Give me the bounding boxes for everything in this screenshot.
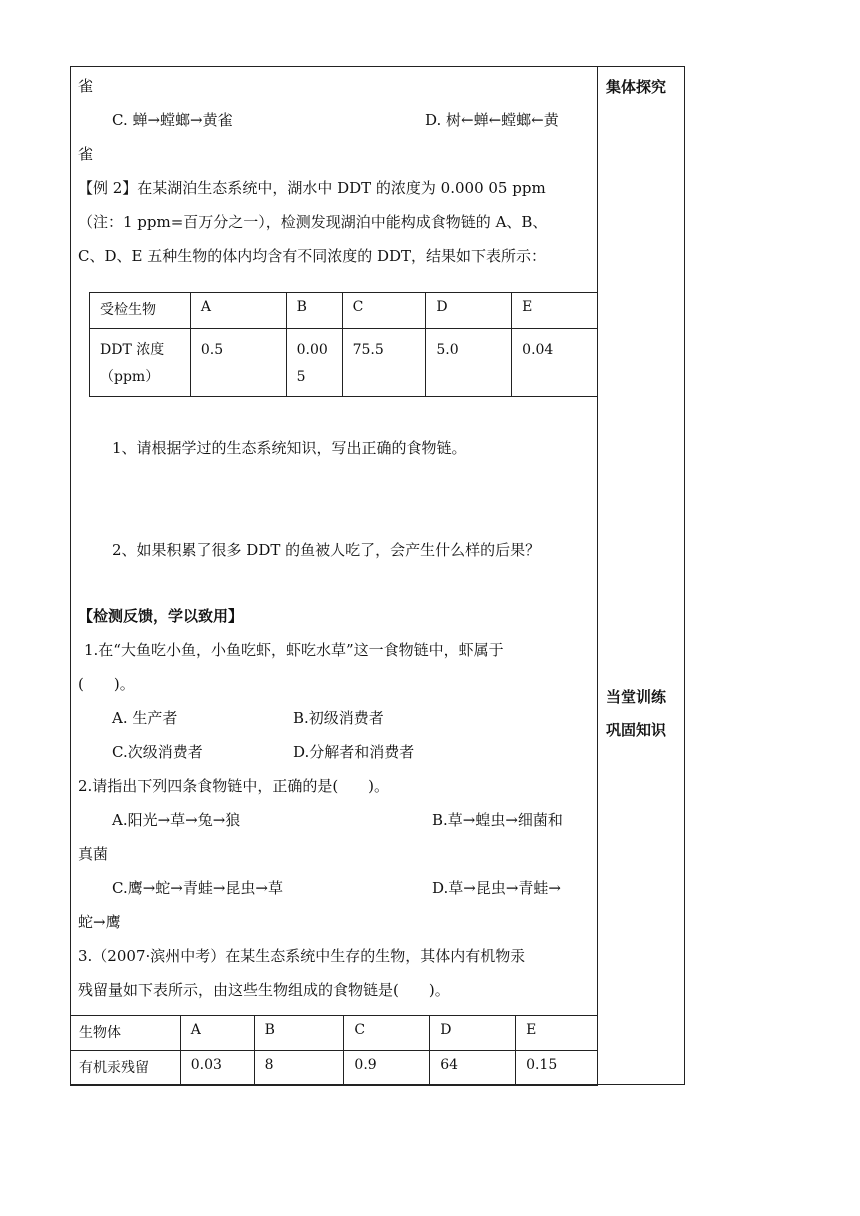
q1-option-c: C.次级消费者 xyxy=(112,743,203,761)
q1-option-b: B.初级消费者 xyxy=(293,709,384,727)
feedback-q3-line2: 残留量如下表所示，由这些生物组成的食物链是( )。 xyxy=(78,981,450,999)
ddt-table xyxy=(89,292,598,397)
table-cell: 0.9 xyxy=(344,1051,430,1086)
q2-option-d: D.草→昆虫→青蛙→ xyxy=(432,879,561,897)
table-header-cell: 受检生物 xyxy=(90,293,191,329)
table-header-cell: 生物体 xyxy=(71,1016,181,1051)
table-header-cell: A xyxy=(180,1016,254,1051)
q2-option-b-wrap: 真菌 xyxy=(78,845,109,863)
column-divider xyxy=(597,66,598,1085)
q2-option-d-wrap: 蛇→鹰 xyxy=(78,913,121,931)
table-cell: 8 xyxy=(254,1051,344,1086)
mercury-table xyxy=(70,1015,598,1086)
side-label-collective-inquiry: 集体探究 xyxy=(606,78,667,96)
feedback-q1-blank: ( )。 xyxy=(78,675,135,693)
q2-option-b: B.草→蝗虫→细菌和 xyxy=(432,811,563,829)
table-header-cell: B xyxy=(254,1016,344,1051)
side-label-consolidate: 巩固知识 xyxy=(606,721,667,739)
example2-line1: 【例 2】在某湖泊生态系统中，湖水中 DDT 的浓度为 0.000 05 ppm xyxy=(78,179,546,197)
table-cell xyxy=(286,329,342,397)
table-header-cell: C xyxy=(342,293,426,329)
feedback-q3-line1: 3.（2007·滨州中考）在某生态系统中生存的生物，其体内有机物汞 xyxy=(78,947,526,965)
table-row-label: 有机汞残留 xyxy=(71,1051,181,1086)
table-cell: 0.5 xyxy=(190,329,286,397)
q1-option-d: D.分解者和消费者 xyxy=(293,743,415,761)
text-line: 雀 xyxy=(78,77,94,95)
table-cell: 64 xyxy=(430,1051,516,1086)
row-label-line: （ppm） xyxy=(100,369,160,385)
example2-question-1: 1、请根据学过的生态系统知识，写出正确的食物链。 xyxy=(112,439,467,457)
text-line: 雀 xyxy=(78,145,94,163)
option-d: D. 树←蝉←螳螂←黄 xyxy=(425,111,559,129)
q2-option-a: A.阳光→草→兔→狼 xyxy=(112,811,241,829)
feedback-q1: 1.在“大鱼吃小鱼，小鱼吃虾，虾吃水草”这一食物链中，虾属于 xyxy=(84,641,504,659)
table-row xyxy=(71,1016,598,1051)
table-cell: 5.0 xyxy=(426,329,512,397)
example2-line2: （注：1 ppm=百万分之一），检测发现湖泊中能构成食物链的 A、B、 xyxy=(78,213,548,231)
feedback-heading: 【检测反馈，学以致用】 xyxy=(78,607,244,625)
side-label-practice: 当堂训练 xyxy=(606,688,667,706)
table-header-cell: D xyxy=(430,1016,516,1051)
example2-line3: C、D、E 五种生物的体内均含有不同浓度的 DDT，结果如下表所示： xyxy=(78,247,547,265)
example2-question-2: 2、如果积累了很多 DDT 的鱼被人吃了，会产生什么样的后果？ xyxy=(112,541,541,559)
table-header-cell: B xyxy=(286,293,342,329)
table-header-cell: D xyxy=(426,293,512,329)
table-row xyxy=(90,293,598,329)
feedback-q2: 2.请指出下列四条食物链中，正确的是( )。 xyxy=(78,777,390,795)
q2-option-c: C.鹰→蛇→青蛙→昆虫→草 xyxy=(112,879,283,897)
table-header-cell: E xyxy=(512,293,598,329)
table-cell: 0.03 xyxy=(180,1051,254,1086)
option-c: C. 蝉→螳螂→黄雀 xyxy=(112,111,233,129)
cell-line: 0.00 xyxy=(296,342,328,358)
table-header-cell: C xyxy=(344,1016,430,1051)
table-cell: 75.5 xyxy=(342,329,426,397)
row-label-line: DDT 浓度 xyxy=(100,342,165,358)
table-cell: 0.15 xyxy=(516,1051,598,1086)
table-header-cell: A xyxy=(190,293,286,329)
table-row xyxy=(71,1051,598,1086)
table-row xyxy=(90,329,598,397)
q1-option-a: A. 生产者 xyxy=(112,709,178,727)
table-row-label xyxy=(90,329,191,397)
table-cell: 0.04 xyxy=(512,329,598,397)
cell-line: 5 xyxy=(296,369,306,385)
table-header-cell: E xyxy=(516,1016,598,1051)
